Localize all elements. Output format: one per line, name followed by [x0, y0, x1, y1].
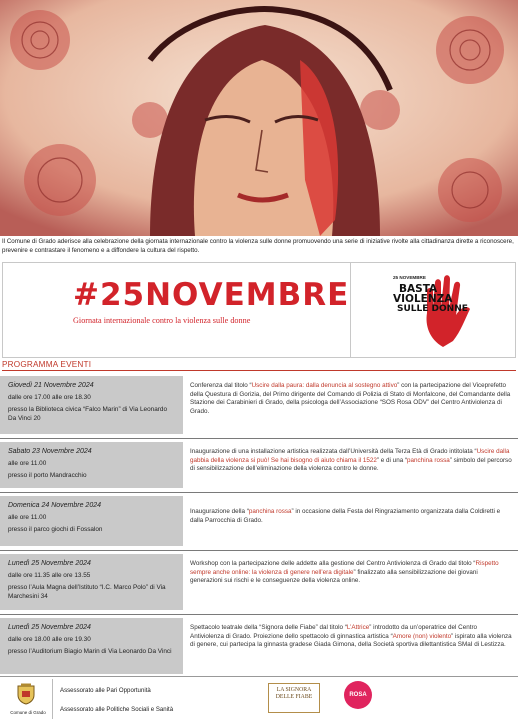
event-when-where	[0, 442, 183, 488]
event-row	[0, 618, 518, 674]
event-when-where	[0, 496, 183, 546]
intro-text: Il Comune di Grado aderisce alla celebrazione della giornata internazionale contro la violenza sulle donne promuovendo una serie di iniziative rivolte alla cittadinanza dirette a riconoscere, prevenire e contrastare il fenomeno e a diffondere la cultura del rispetto.	[2, 238, 514, 254]
event-place: presso il parco giochi di Fossalon	[8, 526, 103, 533]
program-heading-rule	[2, 370, 516, 371]
footer-divider	[52, 679, 53, 719]
grado-crest-icon	[16, 683, 36, 705]
signora-logo-line-2: DELLE FIABE	[275, 694, 313, 700]
desc-text: Conferenza dal titolo “	[190, 382, 252, 389]
desc-highlight: Uscire dalla gabbia della violenza si può! Se hai bisogno di aiuto chiama il 1522	[190, 448, 510, 464]
assessorato-pari-opportunita: Assessorato alle Pari Opportunità	[60, 687, 151, 694]
event-when-where	[0, 618, 183, 674]
basta-violenza-logo	[381, 269, 501, 353]
event-when-where	[0, 376, 183, 434]
event-row	[0, 442, 518, 488]
event-time: dalle ore 18.00 alle ore 19.30	[8, 636, 91, 643]
event-date: Domenica 24 Novembre 2024	[8, 502, 101, 509]
badge-line-3: SULLE DONNE	[397, 304, 468, 314]
event-date: Lunedì 25 Novembre 2024	[8, 624, 91, 631]
event-date: Giovedì 21 Novembre 2024	[8, 382, 94, 389]
event-row	[0, 554, 518, 610]
event-row	[0, 496, 518, 546]
desc-text: ” introdotto da un’operatrice del Centro Antiviolenza di Grado. Proiezione dello spettacolo di ginnastica artistica “	[190, 624, 478, 640]
hashtag-panel	[3, 263, 351, 357]
desc-text: Workshop con la partecipazione delle addette alla gestione del Centro Antiviolenza di Grado dal titolo “	[190, 560, 476, 567]
event-place: presso il porto Mandracchio	[8, 472, 87, 479]
event-time: dalle ore 11.35 alle ore 13.55	[8, 572, 91, 579]
row-divider	[0, 550, 518, 551]
desc-text: Inaugurazione della “	[190, 508, 249, 515]
row-divider	[0, 492, 518, 493]
desc-text: ” e di una “	[376, 456, 408, 464]
desc-text: Spettacolo teatrale della “Signora delle Fiabe” dal titolo “	[190, 624, 347, 631]
hero-illustration	[0, 0, 518, 236]
row-divider	[0, 614, 518, 615]
desc-highlight: Uscire dalla paura: dalla denuncia al sostegno attivo	[251, 382, 398, 389]
event-place: presso l’Auditorium Biagio Marin di Via Leonardo Da Vinci	[8, 648, 172, 655]
event-description	[188, 376, 514, 434]
event-time: alle ore 11.00	[8, 514, 47, 521]
desc-highlight: panchina rossa	[248, 508, 292, 515]
desc-text: ” ispirato alla violenza di genere, cui partecipa la ginnasta gradese Giada Gimona, della Società sportiva dilettantistica SMaI di Lestizza.	[190, 632, 512, 649]
event-description	[188, 442, 514, 488]
event-date: Sabato 23 Novembre 2024	[8, 448, 92, 455]
event-description	[188, 496, 514, 546]
banner-subtitle: Giornata internazionale contro la violenza sulle donne	[73, 316, 251, 325]
event-row	[0, 376, 518, 434]
desc-text: ” simbolo del percorso di sensibilizzazione dell’eliminazione della violenza contro le donne.	[190, 456, 512, 473]
footer	[0, 676, 518, 720]
event-when-where	[0, 554, 183, 610]
desc-highlight: L’Attrice	[346, 624, 370, 631]
campaign-banner	[2, 262, 516, 358]
sos-rosa-label: ROSA	[349, 692, 367, 698]
desc-highlight: panchina rossa	[407, 456, 450, 464]
event-date: Lunedì 25 Novembre 2024	[8, 560, 91, 567]
desc-text: ” con la partecipazione del Viceprefetto della Questura di Gorizia, del Primo dirigente del Comando di Polizia di Stato di Monfalcone, del Comandante della Stazione dei Carabinieri di Grado, della psicologa dell’Associazione “SOS Rosa ODV” del Centro Antiviolenza di Grado.	[190, 382, 511, 415]
event-description	[188, 554, 514, 610]
sos-rosa-logo	[344, 681, 372, 709]
desc-text: ” finalizzato alla sensibilizzazione dei giovani generazioni sui rischi e le conseguenze della violenza online.	[190, 568, 478, 585]
badge-line-1: BASTA	[399, 283, 438, 295]
event-time: alle ore 11.00	[8, 460, 47, 467]
assessorato-politiche-sociali: Assessorato alle Politiche Sociali e Sanità	[60, 706, 174, 713]
signora-logo-line-1: LA SIGNORA	[276, 687, 312, 693]
badge-line-2: VIOLENZA	[393, 293, 453, 305]
event-place: presso l’Aula Magna dell’Istituto “I.C. Marco Polo” di Via Marchesini 34	[8, 584, 166, 600]
badge-date: 25 NOVEMBRE	[393, 275, 426, 280]
row-divider	[0, 438, 518, 439]
signora-delle-fiabe-logo	[268, 683, 320, 713]
desc-highlight: Rispetto sempre anche online: la violenza di genere nell’era digitale	[190, 560, 499, 576]
desc-text: Inaugurazione di una installazione artistica realizzata dall’Università della Terza Età di Grado intitolata “	[190, 448, 477, 455]
program-heading: PROGRAMMA EVENTI	[2, 360, 92, 369]
event-time: dalle ore 17.00 alle ore 18.30	[8, 394, 91, 401]
hashtag-title: #25NOVEMBRE	[73, 277, 350, 313]
crest-label: Comune di Grado	[10, 710, 46, 715]
desc-highlight: Amore (non) violento	[392, 632, 452, 640]
desc-text: ” in occasione della Festa del Ringraziamento organizzata dalla Coldiretti e dalla Parrocchia di Grado.	[190, 508, 501, 524]
event-place: presso la Biblioteca civica “Falco Marin” di Via Leonardo Da Vinci 20	[8, 406, 168, 422]
event-description	[188, 618, 514, 674]
